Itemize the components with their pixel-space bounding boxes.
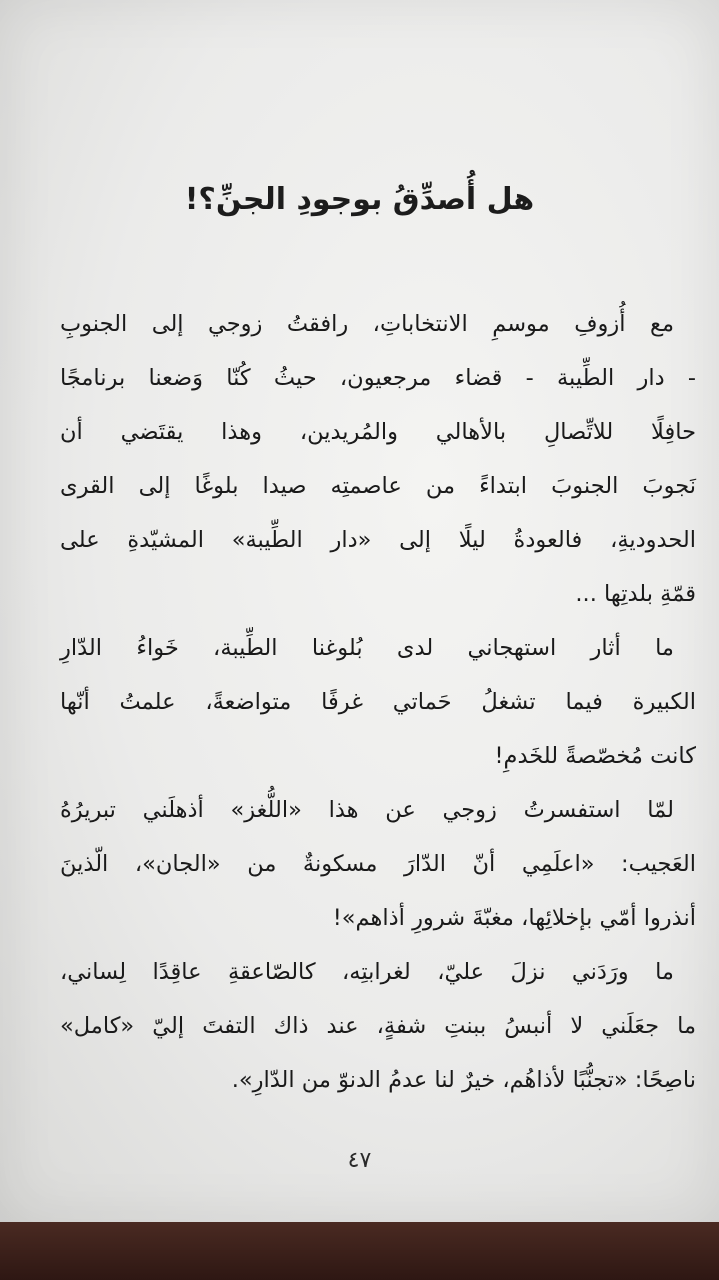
page-number: ٤٧ bbox=[347, 1148, 372, 1173]
chapter-title: هل أُصدِّقُ بوجودِ الجنِّ؟! bbox=[184, 182, 535, 217]
text-line: ما أثار استهجاني لدى بُلوغنا الطِّيبة، خَواءُ الدّارِ bbox=[60, 635, 674, 661]
text-line: الحدوديةِ، فالعودةُ ليلًا إلى «دار الطِّيبة» المشيّدةِ على bbox=[60, 527, 696, 553]
text-line: مع أُزوفِ موسمِ الانتخاباتِ، رافقتُ زوجي إلى الجنوبِ bbox=[60, 311, 674, 337]
table-surface bbox=[0, 1222, 719, 1280]
text-line: ناصِحًا: «تجنُّبًا لأذاهُم، خيرٌ لنا عدمُ الدنوّ من الدّارِ». bbox=[231, 1067, 696, 1093]
text-line: العَجيب: «اعلَمِي أنّ الدّارَ مسكونةٌ من «الجان»، الّذينَ bbox=[60, 851, 696, 877]
text-line: الكبيرة فيما تشغلُ حَماتي غرفًا متواضعةً، علمتُ أنّها bbox=[60, 689, 696, 715]
text-line: أنذروا أمّي بإخلائِها، مغبّةَ شرورِ أذاهم»! bbox=[332, 905, 696, 931]
text-line: حافِلًا للاتِّصالِ بالأهالي والمُريدين، وهذا يقتَضي أن bbox=[60, 419, 696, 445]
text-line: - دار الطِّيبة - قضاء مرجعيون، حيثُ كُنّا وَضعنا برنامجًا bbox=[60, 365, 696, 391]
text-line: ما ورَدَني نزلَ عليّ، لغرابتِه، كالصّاعقةِ عاقِدًا لِساني، bbox=[60, 959, 674, 985]
text-line: ما جعَلَني لا أنبسُ ببنتِ شفةٍ، عند ذاك التفتَ إليّ «كامل» bbox=[60, 1013, 696, 1039]
body-text bbox=[60, 297, 696, 1107]
text-line: قمّةِ بلدتِها ... bbox=[575, 581, 696, 607]
text-line: لمّا استفسرتُ زوجي عن هذا «اللُّغز» أذهلَني تبريرُهُ bbox=[60, 797, 674, 823]
text-line: كانت مُخصّصةً للخَدمِ! bbox=[494, 743, 696, 769]
text-line: نَجوبَ الجنوبَ ابتداءً من عاصمتِه صيدا بلوغًا إلى القرى bbox=[60, 473, 696, 499]
